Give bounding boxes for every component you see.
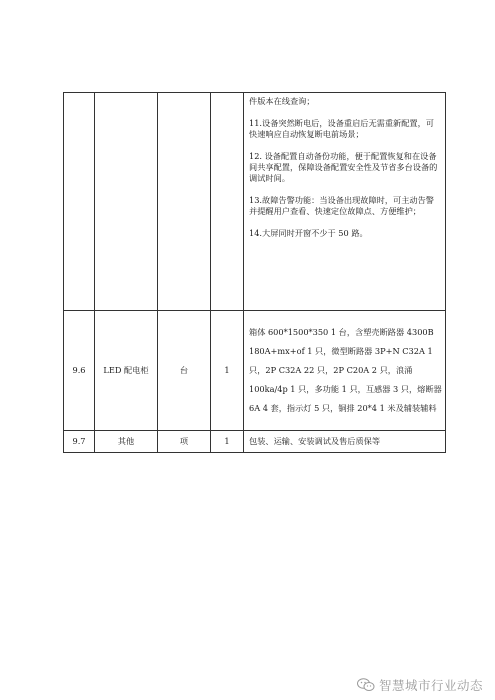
item-number: 9.7: [64, 431, 95, 453]
description-paragraph: 12. 设备配置自动备份功能，便于配置恢复和在设备间共享配置，保障设备配置安全性及节省多台设备的调试时间。: [249, 151, 438, 183]
description-paragraph: 件版本在线查询；: [249, 96, 315, 106]
table-row: [64, 93, 446, 311]
wechat-icon: [357, 678, 375, 692]
table-row: [64, 431, 446, 453]
spec-table: [63, 92, 446, 453]
table-cell-empty: [211, 93, 244, 311]
description-paragraph: 11.设备突然断电后，设备重启后无需重新配置，可快速响应自动恢复断电前场景；: [249, 118, 434, 139]
item-name: 其他: [95, 431, 158, 453]
item-quantity: 1: [211, 311, 244, 431]
description-paragraph: 13.故障告警功能：当设备出现故障时，可主动告警并提醒用户查看、快速定位故障点、方便维护；: [249, 195, 434, 216]
continued-description-cell: [244, 93, 446, 311]
item-description: 包装、运输、安装调试及售后质保等: [244, 431, 446, 453]
table-cell-empty: [95, 93, 158, 311]
table-row: [64, 311, 446, 431]
table-cell-empty: [158, 93, 211, 311]
item-unit: 台: [158, 311, 211, 431]
item-number: 9.6: [64, 311, 95, 431]
watermark-text: 智慧城市行业动态: [378, 678, 483, 693]
watermark: [357, 676, 483, 694]
item-quantity: 1: [211, 431, 244, 453]
item-description: 箱体 600*1500*350 1 台，含塑壳断路器 4300B 180A+mx+of 1 只，微型断路器 3P+N C32A 1 只，2P C32A 22 只，2P C20A 2 只，浪涌 100ka/4p 1 只，多功能 1 只，互感器 3 只，熔断器 6A 4 套，指示灯 5 只，铜排 20*4 1 米及辅装辅料: [244, 311, 446, 431]
description-paragraph: 14.大屏同时开窗不少于 50 路。: [249, 228, 368, 238]
item-unit: 项: [158, 431, 211, 453]
table-cell-empty: [64, 93, 95, 311]
item-name: LED 配电柜: [95, 311, 158, 431]
